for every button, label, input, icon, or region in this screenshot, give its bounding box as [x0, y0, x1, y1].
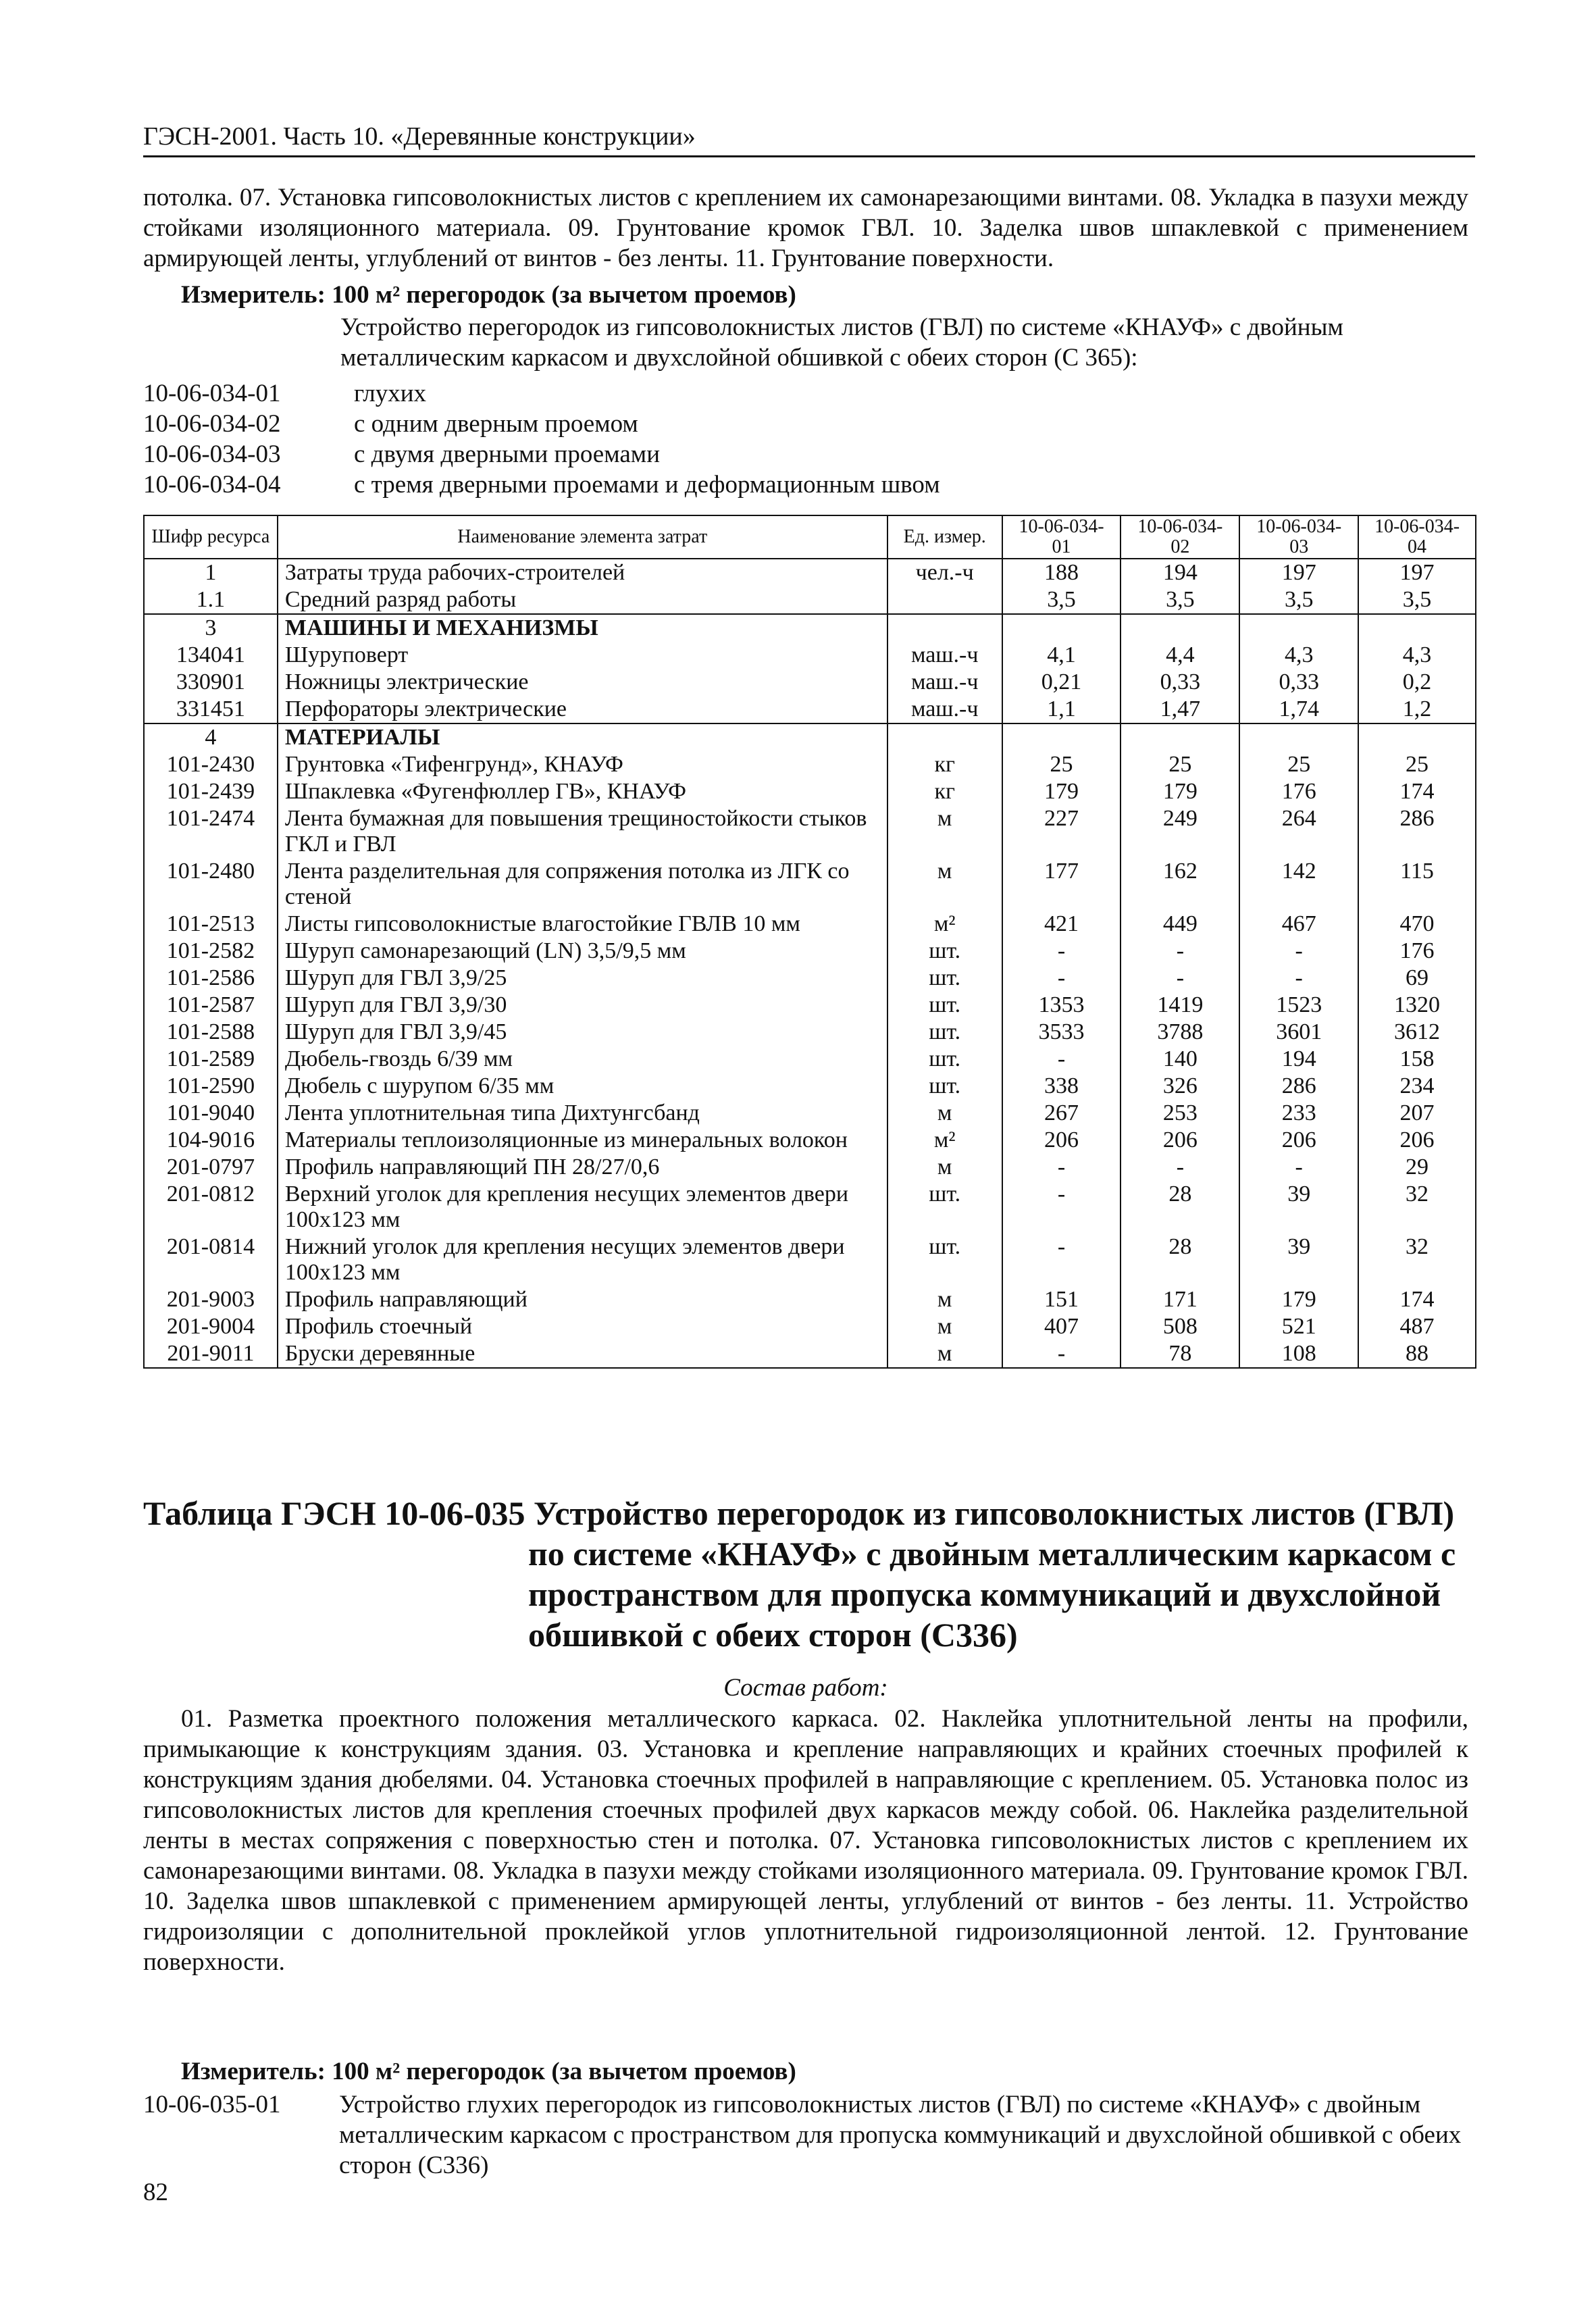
- cell-name: Профиль направляющий ПН 28/27/0,6: [278, 1154, 887, 1181]
- table-row: [144, 669, 1476, 696]
- code: 10-06-034-01: [143, 380, 281, 407]
- cell-code: 4: [144, 723, 278, 751]
- cell-name: Листы гипсоволокнистые влагостойкие ГВЛВ 10 мм: [278, 911, 887, 938]
- cell-name: Шуруповерт: [278, 642, 887, 669]
- cell-code: 201-0797: [144, 1154, 278, 1181]
- cell-value: 194: [1121, 559, 1239, 586]
- header-name: Наименование элемента затрат: [278, 515, 887, 559]
- cell-value: 207: [1358, 1100, 1476, 1127]
- cell-value: 286: [1358, 805, 1476, 858]
- cell-value: 487: [1358, 1313, 1476, 1340]
- cell-unit: шт.: [887, 1046, 1002, 1073]
- cell-name: Шуруп самонарезающий (LN) 3,5/9,5 мм: [278, 938, 887, 965]
- cell-value: 176: [1358, 938, 1476, 965]
- cell-name: Бруски деревянные: [278, 1340, 887, 1368]
- cell-value: 3,5: [1239, 586, 1358, 614]
- cell-code: 101-2430: [144, 751, 278, 778]
- table-row: [144, 1340, 1476, 1368]
- cell-unit: м²: [887, 1127, 1002, 1154]
- cell-code: 134041: [144, 642, 278, 669]
- cell-value: 249: [1121, 805, 1239, 858]
- cell-value: 176: [1239, 778, 1358, 805]
- table-row: [144, 751, 1476, 778]
- cell-name: Грунтовка «Тифенгрунд», КНАУФ: [278, 751, 887, 778]
- cell-name: Профиль направляющий: [278, 1286, 887, 1313]
- code-text: с двумя дверными проемами: [354, 440, 660, 468]
- cell-unit: маш.-ч: [887, 669, 1002, 696]
- table-row: [144, 1234, 1476, 1286]
- table-row: [144, 1100, 1476, 1127]
- cell-value: 407: [1002, 1313, 1121, 1340]
- cell-code: 201-9004: [144, 1313, 278, 1340]
- cell-unit: кг: [887, 751, 1002, 778]
- cell-value: 3601: [1239, 1019, 1358, 1046]
- header-unit: Ед. измер.: [887, 515, 1002, 559]
- header-col-3: 10-06-034-03: [1239, 515, 1358, 559]
- code-entry-2: [143, 2089, 1475, 2181]
- cell-value: 1,47: [1121, 696, 1239, 723]
- cell-name: МАШИНЫ И МЕХАНИЗМЫ: [278, 614, 887, 642]
- cell-unit: шт.: [887, 965, 1002, 992]
- works-heading: Состав работ:: [723, 1674, 888, 1702]
- cell-value: -: [1239, 965, 1358, 992]
- code-row: [143, 378, 940, 409]
- cell-value: 0,21: [1002, 669, 1121, 696]
- page-number: 82: [143, 2179, 168, 2206]
- cell-name: Лента уплотнительная типа Дихтунгсбанд: [278, 1100, 887, 1127]
- cell-value: 0,33: [1121, 669, 1239, 696]
- cell-unit: м²: [887, 911, 1002, 938]
- cell-value: 162: [1121, 858, 1239, 911]
- cell-value: -: [1002, 938, 1121, 965]
- cell-value: 508: [1121, 1313, 1239, 1340]
- table-row: [144, 1313, 1476, 1340]
- cell-value: 194: [1239, 1046, 1358, 1073]
- cell-value: -: [1121, 938, 1239, 965]
- cell-code: 101-2513: [144, 911, 278, 938]
- cell-unit: м: [887, 858, 1002, 911]
- table-row: [144, 1181, 1476, 1234]
- table-row: [144, 1286, 1476, 1313]
- cell-code: 101-9040: [144, 1100, 278, 1127]
- cell-value: 227: [1002, 805, 1121, 858]
- cell-value: 1,74: [1239, 696, 1358, 723]
- cell-value: [1239, 723, 1358, 751]
- cell-code: 1: [144, 559, 278, 586]
- cell-value: 0,2: [1358, 669, 1476, 696]
- cell-value: 206: [1239, 1127, 1358, 1154]
- cell-value: 78: [1121, 1340, 1239, 1368]
- cell-code: 201-9011: [144, 1340, 278, 1368]
- cell-value: -: [1239, 938, 1358, 965]
- cell-unit: м: [887, 805, 1002, 858]
- cell-value: -: [1239, 1154, 1358, 1181]
- title-line-1: Таблица ГЭСН 10-06-035 Устройство перегородок из гипсоволокнистых листов (ГВЛ): [143, 1494, 1455, 1532]
- cell-value: 4,3: [1239, 642, 1358, 669]
- cell-value: 449: [1121, 911, 1239, 938]
- cell-code: 1.1: [144, 586, 278, 614]
- cell-unit: [887, 723, 1002, 751]
- cell-value: 421: [1002, 911, 1121, 938]
- table-title: [143, 1493, 1475, 1655]
- cell-code: 201-0814: [144, 1234, 278, 1286]
- cell-value: 1320: [1358, 992, 1476, 1019]
- cell-unit: маш.-ч: [887, 696, 1002, 723]
- cell-unit: чел.-ч: [887, 559, 1002, 586]
- cell-value: 206: [1121, 1127, 1239, 1154]
- cell-unit: кг: [887, 778, 1002, 805]
- cell-name: Шуруп для ГВЛ 3,9/30: [278, 992, 887, 1019]
- table-row: [144, 614, 1476, 642]
- cell-name: Верхний уголок для крепления несущих элементов двери 100x123 мм: [278, 1181, 887, 1234]
- cell-name: Лента разделительная для сопряжения потолка из ЛГК со стеной: [278, 858, 887, 911]
- cell-value: 267: [1002, 1100, 1121, 1127]
- cell-name: Шпаклевка «Фугенфюллер ГВ», КНАУФ: [278, 778, 887, 805]
- header-col-2: 10-06-034-02: [1121, 515, 1239, 559]
- cell-value: 179: [1002, 778, 1121, 805]
- measure-unit-1: Измеритель: 100 м² перегородок (за вычетом проемов): [181, 281, 796, 309]
- code-text: глухих: [354, 380, 427, 407]
- cell-unit: м: [887, 1313, 1002, 1340]
- cell-value: -: [1002, 1154, 1121, 1181]
- cell-unit: м: [887, 1154, 1002, 1181]
- table-header-row: [144, 515, 1476, 559]
- cell-value: 4,4: [1121, 642, 1239, 669]
- table-row: [144, 858, 1476, 911]
- cell-unit: маш.-ч: [887, 642, 1002, 669]
- title-rest: по системе «КНАУФ» с двойным металлическим каркасом с пространством для пропуска коммуникаций и двухслойной обшивкой с обеих сторон (С336): [528, 1535, 1456, 1654]
- cell-name: Шуруп для ГВЛ 3,9/25: [278, 965, 887, 992]
- cell-value: 29: [1358, 1154, 1476, 1181]
- cell-value: 338: [1002, 1073, 1121, 1100]
- table-row: [144, 992, 1476, 1019]
- cell-code: 201-9003: [144, 1286, 278, 1313]
- table-row: [144, 642, 1476, 669]
- cell-code: 331451: [144, 696, 278, 723]
- cell-value: [1121, 723, 1239, 751]
- table-row: [144, 911, 1476, 938]
- cell-value: 28: [1121, 1234, 1239, 1286]
- cell-value: 3,5: [1121, 586, 1239, 614]
- cell-value: 108: [1239, 1340, 1358, 1368]
- cell-unit: шт.: [887, 1181, 1002, 1234]
- table-row: [144, 965, 1476, 992]
- intro-paragraph: потолка. 07. Установка гипсоволокнистых листов с креплением их самонарезающими винтами. 08. Укладка в пазухи между стойками изоляционного материала. 09. Грунтование кромок ГВЛ. 10. Заделка швов шпаклевкой с применением армирующей ленты, углублений от винтов - без ленты. 11. Грунтование поверхности.: [143, 184, 1468, 272]
- cell-value: -: [1121, 1154, 1239, 1181]
- cell-unit: м: [887, 1340, 1002, 1368]
- cell-value: 179: [1121, 778, 1239, 805]
- cell-value: 206: [1358, 1127, 1476, 1154]
- cell-name: Материалы теплоизоляционные из минеральных волокон: [278, 1127, 887, 1154]
- cell-code: 101-2582: [144, 938, 278, 965]
- cell-name: Профиль стоечный: [278, 1313, 887, 1340]
- cell-value: -: [1002, 1181, 1121, 1234]
- cell-unit: [887, 586, 1002, 614]
- cell-value: 521: [1239, 1313, 1358, 1340]
- table-row: [144, 1019, 1476, 1046]
- cell-unit: м: [887, 1100, 1002, 1127]
- cell-name: Шуруп для ГВЛ 3,9/45: [278, 1019, 887, 1046]
- code: 10-06-034-02: [143, 410, 281, 438]
- table-body: [144, 559, 1476, 1368]
- code-row: [143, 469, 940, 500]
- table-row: [144, 586, 1476, 614]
- cell-value: 1523: [1239, 992, 1358, 1019]
- cell-value: 234: [1358, 1073, 1476, 1100]
- cell-value: 69: [1358, 965, 1476, 992]
- cell-value: 233: [1239, 1100, 1358, 1127]
- table-row: [144, 559, 1476, 586]
- cell-value: -: [1002, 1340, 1121, 1368]
- cell-name: Затраты труда рабочих-строителей: [278, 559, 887, 586]
- cell-code: 104-9016: [144, 1127, 278, 1154]
- cell-value: [1121, 614, 1239, 642]
- cell-unit: [887, 614, 1002, 642]
- cell-code: 101-2439: [144, 778, 278, 805]
- cell-unit: шт.: [887, 992, 1002, 1019]
- cell-value: 32: [1358, 1181, 1476, 1234]
- cell-code: 101-2588: [144, 1019, 278, 1046]
- cell-unit: м: [887, 1286, 1002, 1313]
- cell-value: 1419: [1121, 992, 1239, 1019]
- cell-value: 25: [1121, 751, 1239, 778]
- cell-value: [1239, 614, 1358, 642]
- cell-unit: шт.: [887, 1234, 1002, 1286]
- cell-value: -: [1121, 965, 1239, 992]
- cell-value: 264: [1239, 805, 1358, 858]
- cell-value: 4,1: [1002, 642, 1121, 669]
- table-row: [144, 1073, 1476, 1100]
- table-row: [144, 805, 1476, 858]
- cell-name: Дюбель-гвоздь 6/39 мм: [278, 1046, 887, 1073]
- cell-value: 25: [1239, 751, 1358, 778]
- code: 10-06-034-04: [143, 471, 281, 499]
- cell-name: МАТЕРИАЛЫ: [278, 723, 887, 751]
- cell-value: 1353: [1002, 992, 1121, 1019]
- header-col-1: 10-06-034-01: [1002, 515, 1121, 559]
- cell-unit: шт.: [887, 1073, 1002, 1100]
- cell-value: [1002, 614, 1121, 642]
- cell-value: 0,33: [1239, 669, 1358, 696]
- running-header: ГЭСН-2001. Часть 10. «Деревянные конструкции»: [143, 122, 1475, 157]
- code-text: Устройство глухих перегородок из гипсоволокнистых листов (ГВЛ) по системе «КНАУФ» с двойным металлическим каркасом с пространством для пропуска коммуникаций и двухслойной обшивкой с обеих сторон (С336): [339, 2091, 1462, 2179]
- code-row: [143, 439, 940, 469]
- table-row: [144, 1046, 1476, 1073]
- cell-unit: шт.: [887, 1019, 1002, 1046]
- cell-value: [1002, 723, 1121, 751]
- cell-value: 174: [1358, 778, 1476, 805]
- cell-value: 171: [1121, 1286, 1239, 1313]
- table-row: [144, 1127, 1476, 1154]
- cell-value: 206: [1002, 1127, 1121, 1154]
- cell-value: -: [1002, 965, 1121, 992]
- cell-value: 3,5: [1358, 586, 1476, 614]
- table-row: [144, 1154, 1476, 1181]
- cell-value: 179: [1239, 1286, 1358, 1313]
- measure-unit-2: Измеритель: 100 м² перегородок (за вычетом проемов): [181, 2058, 796, 2085]
- cell-value: -: [1002, 1234, 1121, 1286]
- cell-value: 25: [1358, 751, 1476, 778]
- cell-name: Нижний уголок для крепления несущих элементов двери 100x123 мм: [278, 1234, 887, 1286]
- cell-code: 201-0812: [144, 1181, 278, 1234]
- cell-name: Лента бумажная для повышения трещиностойкости стыков ГКЛ и ГВЛ: [278, 805, 887, 858]
- table-row: [144, 778, 1476, 805]
- cell-value: [1358, 723, 1476, 751]
- cell-value: 1,2: [1358, 696, 1476, 723]
- cell-code: 330901: [144, 669, 278, 696]
- cell-value: 3612: [1358, 1019, 1476, 1046]
- cell-name: Средний разряд работы: [278, 586, 887, 614]
- cell-value: 115: [1358, 858, 1476, 911]
- cell-value: 158: [1358, 1046, 1476, 1073]
- cell-value: 151: [1002, 1286, 1121, 1313]
- cell-value: 326: [1121, 1073, 1239, 1100]
- table-row: [144, 696, 1476, 723]
- cell-unit: шт.: [887, 938, 1002, 965]
- cell-code: 3: [144, 614, 278, 642]
- resource-table: [143, 515, 1476, 1369]
- table-row: [144, 938, 1476, 965]
- cell-name: Дюбель с шурупом 6/35 мм: [278, 1073, 887, 1100]
- cell-value: [1358, 614, 1476, 642]
- cell-value: -: [1002, 1046, 1121, 1073]
- cell-value: 177: [1002, 858, 1121, 911]
- code: 10-06-035-01: [143, 2091, 281, 2118]
- cell-value: 88: [1358, 1340, 1476, 1368]
- cell-code: 101-2589: [144, 1046, 278, 1073]
- cell-code: 101-2587: [144, 992, 278, 1019]
- code-text: с одним дверным проемом: [354, 410, 638, 438]
- cell-value: 142: [1239, 858, 1358, 911]
- cell-code: 101-2586: [144, 965, 278, 992]
- section-description: Устройство перегородок из гипсоволокнистых листов (ГВЛ) по системе «КНАУФ» с двойным металлическим каркасом и двухслойной обшивкой с обеих сторон (С 365):: [340, 313, 1343, 372]
- cell-value: 3,5: [1002, 586, 1121, 614]
- cell-value: 188: [1002, 559, 1121, 586]
- cell-value: 32: [1358, 1234, 1476, 1286]
- cell-value: 197: [1239, 559, 1358, 586]
- cell-value: 253: [1121, 1100, 1239, 1127]
- cell-code: 101-2480: [144, 858, 278, 911]
- cell-value: 25: [1002, 751, 1121, 778]
- cell-value: 39: [1239, 1181, 1358, 1234]
- cell-value: 4,3: [1358, 642, 1476, 669]
- cell-value: 140: [1121, 1046, 1239, 1073]
- cell-value: 286: [1239, 1073, 1358, 1100]
- code-row: [143, 409, 940, 439]
- cell-value: 1,1: [1002, 696, 1121, 723]
- cell-value: 3533: [1002, 1019, 1121, 1046]
- cell-value: 197: [1358, 559, 1476, 586]
- cell-code: 101-2474: [144, 805, 278, 858]
- cell-value: 174: [1358, 1286, 1476, 1313]
- cell-value: 39: [1239, 1234, 1358, 1286]
- cell-name: Перфораторы электрические: [278, 696, 887, 723]
- code-text: с тремя дверными проемами и деформационным швом: [354, 471, 940, 499]
- works-paragraph: 01. Разметка проектного положения металлического каркаса. 02. Наклейка уплотнительной ленты на профили, примыкающие к конструкциям здания. 03. Установка и крепление направляющих и крайних стоечных профилей к конструкциям здания дюбелями. 04. Установка стоечных профилей в направляющие с креплением. 05. Установка полос из гипсоволокнистых листов для крепления стоечных профилей двух каркасов между собой. 06. Наклейка разделительной ленты в местах сопряжения с поверхностью стен и потолка. 07. Установка гипсоволокнистых листов с креплением их самонарезающими винтами. 08. Укладка в пазухи между стойками изоляционного материала. 09. Грунтование кромок ГВЛ. 10. Заделка швов шпаклевкой с применением армирующей ленты, углублений от винтов - без ленты. 11. Устройство гидроизоляции с дополнительной проклейкой углов уплотнительной гидроизоляционной лентой. 12. Грунтование поверхности.: [143, 1705, 1468, 1976]
- cell-value: 28: [1121, 1181, 1239, 1234]
- code-list: [143, 378, 940, 500]
- header-code: Шифр ресурса: [144, 515, 278, 559]
- code: 10-06-034-03: [143, 440, 281, 468]
- header-col-4: 10-06-034-04: [1358, 515, 1476, 559]
- cell-name: Ножницы электрические: [278, 669, 887, 696]
- table-row: [144, 723, 1476, 751]
- cell-code: 101-2590: [144, 1073, 278, 1100]
- cell-value: 3788: [1121, 1019, 1239, 1046]
- cell-value: 470: [1358, 911, 1476, 938]
- cell-value: 467: [1239, 911, 1358, 938]
